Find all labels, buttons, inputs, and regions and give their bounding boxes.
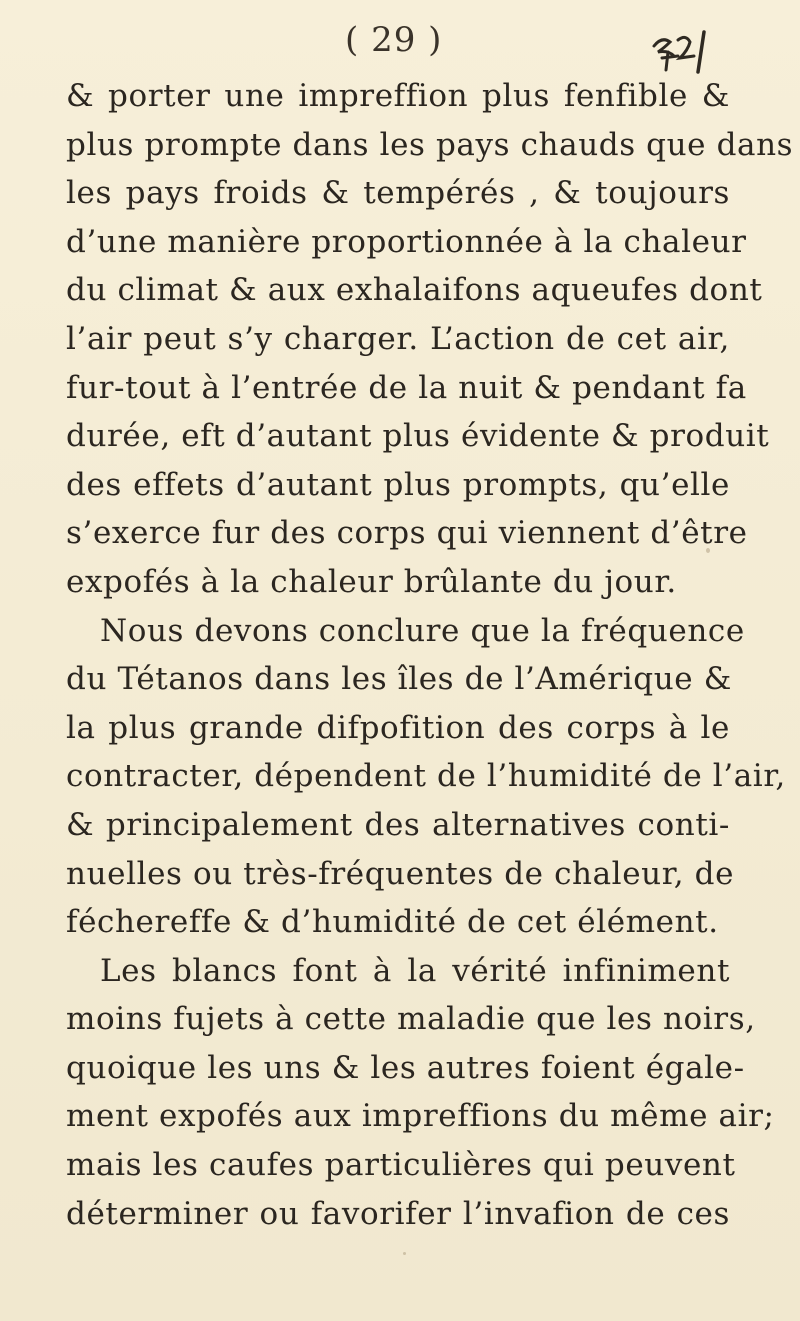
handwritten-folio-mark (648, 26, 710, 76)
text-line: des effets d’autant plus prompts, qu’elle (66, 466, 730, 503)
page-number: ( 29 ) (345, 20, 443, 60)
text-line: nuelles ou très-fréquentes de chaleur, de (66, 855, 735, 892)
body-text (66, 72, 794, 1238)
text-line: Nous devons conclure que la fréquence (100, 612, 745, 649)
text-line: l’air peut s’y charger. L’action de cet air, (66, 320, 730, 357)
text-line: expofés à la chaleur brûlante du jour. (66, 563, 677, 600)
page-header (0, 20, 800, 80)
text-line: plus prompte dans les pays chauds que dans (66, 126, 794, 163)
text-line: s’exerce fur des corps qui viennent d’être (66, 515, 748, 552)
text-line: quoique les uns & les autres foient égale- (66, 1049, 745, 1086)
text-line: & porter une impreffion plus fenfible & (66, 78, 730, 114)
text-line: du Tétanos dans les îles de l’Amérique & (66, 661, 732, 698)
text-line: les pays froids & tempérés , & toujours (66, 175, 730, 212)
text-line: Les blancs font à la vérité infiniment (100, 952, 730, 989)
text-line: fur-tout à l’entrée de la nuit & pendant fa (66, 369, 747, 406)
text-line: & principalement des alternatives conti- (66, 806, 730, 843)
text-line: d’une manière proportionnée à la chaleur (66, 223, 747, 260)
text-line: féchereffe & d’humidité de cet élément. (66, 904, 719, 941)
text-line: mais les caufes particulières qui peuvent (66, 1147, 736, 1184)
paper-spot (706, 548, 710, 553)
text-line: ment expofés aux impreffions du même air; (66, 1098, 775, 1135)
text-line: durée, eft d’autant plus évidente & produit (66, 418, 770, 455)
text-line: la plus grande difpofition des corps à le (66, 709, 730, 746)
text-line: contracter, dépendent de l’humidité de l’air, (66, 758, 786, 795)
text-line: déterminer ou favorifer l’invafion de ces (66, 1195, 730, 1232)
text-line: du climat & aux exhalaifons aqueufes dont (66, 272, 763, 309)
text-line: moins fujets à cette maladie que les noirs, (66, 1001, 756, 1038)
paper-spot (403, 1252, 406, 1255)
